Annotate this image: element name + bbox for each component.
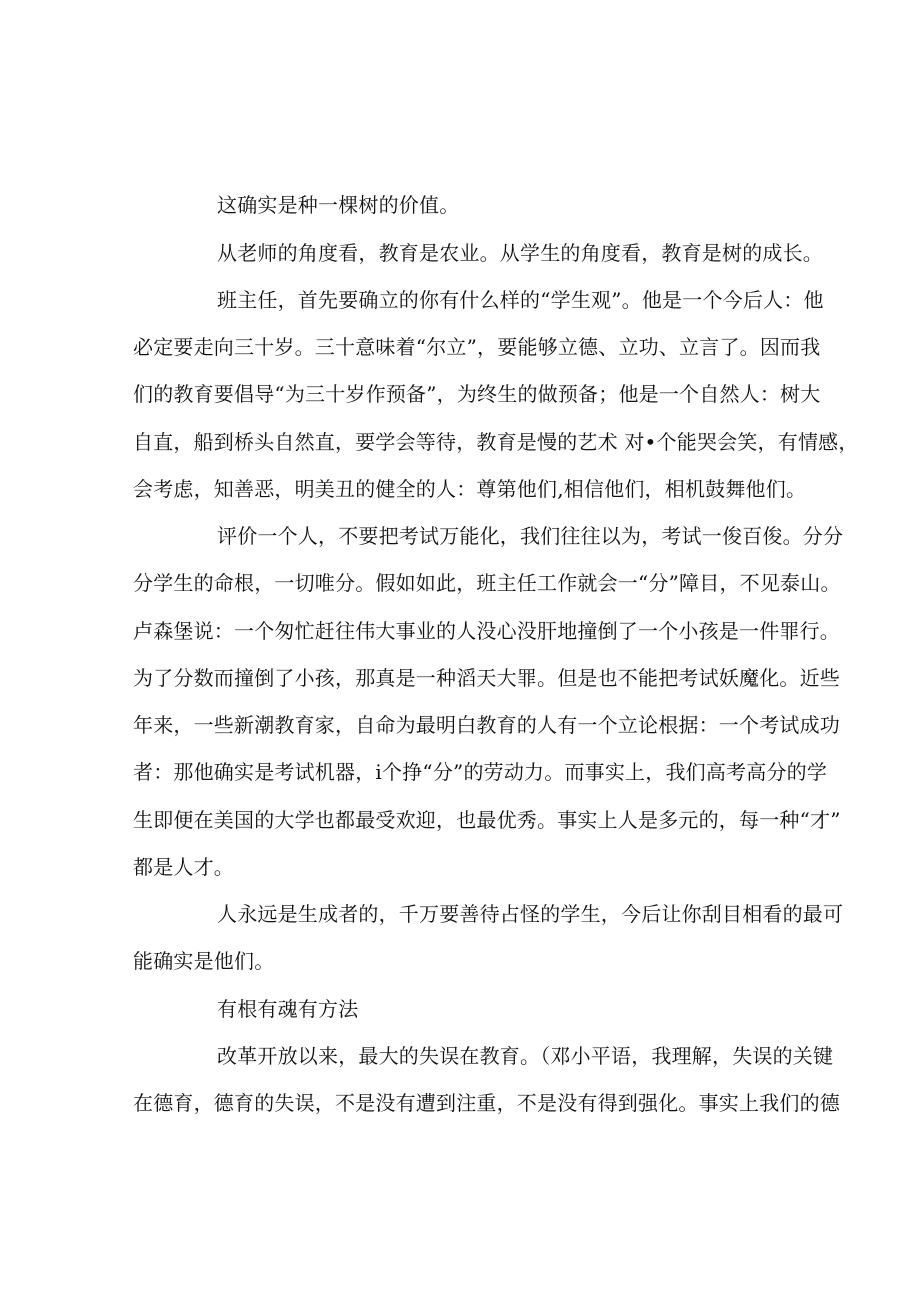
text-line: 班主任，首先要确立的你有什么样的“学生观”。他是一个今后人：他 bbox=[217, 288, 824, 312]
text-line: 在德育，德育的失误，不是没有遭到注重，不是没有得到强化。事实上我们的德 bbox=[133, 1091, 840, 1115]
text-line: 都是人才。 bbox=[133, 855, 234, 879]
text-line: 必定要走向三十岁。三十意味着“尔立”，要能够立德、立功、立言了。因而我 bbox=[133, 335, 821, 359]
text-line: 评价一个人，不要把考试万能化，我们往往以为，考试一俊百俊。分分 bbox=[217, 524, 844, 548]
text-line: 者：那他确实是考试机器，i个挣“分”的劳动力。而事实上，我们高考高分的学 bbox=[133, 760, 828, 784]
text-line: 从老师的角度看，教育是农业。从学生的角度看，教育是树的成长。 bbox=[217, 241, 823, 265]
text-line: 分学生的命根，一切唯分。假如如此，班主任工作就会一“分”障目，不见泰山。 bbox=[133, 571, 841, 595]
text-line: 人永远是生成者的，千万要善待占怪的学生，今后让你刮目相看的最可 bbox=[217, 902, 844, 926]
text-line: 生即便在美国的大学也都最受欢迎，也最优秀。事实上人是多元的，每一种“才” bbox=[133, 808, 841, 832]
text-line: 为了分数而撞倒了小孩，那真是一种滔天大罪。但是也不能把考试妖魔化。近些 bbox=[133, 666, 840, 690]
text-line: 会考虑，知善恶，明美丑的健全的人：尊第他们,相信他们，相机鼓舞他们。 bbox=[133, 477, 807, 501]
text-line: 自直，船到桥头自然直，要学会等待，教育是慢的艺术 对•个能哭会笑，有情感， bbox=[133, 430, 859, 454]
text-line: 这确实是种一棵树的价值。 bbox=[217, 193, 460, 217]
section-heading: 有根有魂有方法 bbox=[217, 997, 359, 1021]
text-line: 卢森堡说：一个匆忙赶往伟大事业的人没心没肝地撞倒了一个小孩是一件罪行。 bbox=[133, 619, 840, 643]
text-line: 改革开放以来，最大的失误在教育。（邓小平语，我理解，失误的关键 bbox=[217, 1044, 834, 1068]
text-line: 年来，一些新潮教育家，自命为最明白教育的人有一个立论根据：一个考试成功 bbox=[133, 713, 840, 737]
text-line: 们的教育要倡导“为三十岁作预备”，为终生的做预备；他是一个自然人：树大 bbox=[133, 382, 821, 406]
text-line: 能确实是他们。 bbox=[133, 949, 275, 973]
